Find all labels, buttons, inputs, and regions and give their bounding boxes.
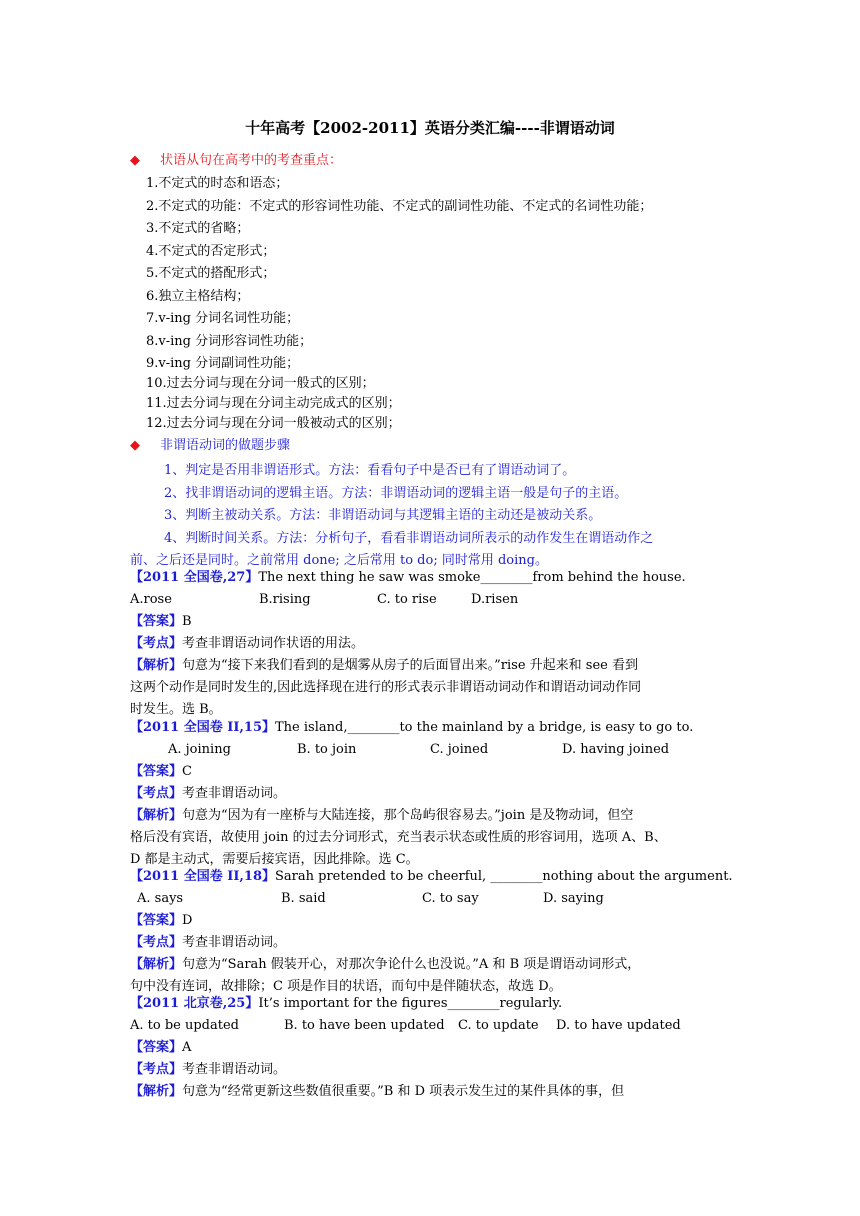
option: D. having joined [562, 742, 670, 757]
point-label: 【考点】 [130, 786, 183, 801]
list-item: 7.v-ing 分词名词性功能； [146, 311, 300, 326]
analysis-label: 【解析】 [130, 808, 183, 823]
question-options [137, 889, 737, 909]
option: D.risen [471, 592, 519, 607]
answer-label: 【答案】 [130, 614, 183, 629]
option: A. to be updated [130, 1018, 239, 1033]
point-text: 考查非谓语动词。 [182, 935, 287, 950]
question-stem [130, 568, 686, 588]
section1-heading-text: 状语从句在高考中的考查重点： [160, 153, 343, 168]
question-source: 【2011 全国卷 II,15】 [130, 720, 276, 735]
answer-line [130, 612, 192, 632]
step-item: 2、找非谓语动词的逻辑主语。方法：非谓语动词的逻辑主语一般是句子的主语。 [164, 486, 628, 501]
answer-value: C [182, 764, 192, 779]
question-source: 【2011 全国卷 II,18】 [130, 869, 276, 884]
option: C. to say [422, 891, 479, 906]
analysis-line: 句中没有连词，故排除；C 项是作目的状语，而句中是伴随状态，故选 D。 [130, 979, 562, 994]
option: A. says [137, 891, 184, 906]
question-stem [130, 994, 562, 1014]
list-item: 1.不定式的时态和语态； [146, 176, 289, 191]
question-source: 【2011 北京卷,25】 [130, 996, 259, 1011]
step-item: 1、判定是否用非谓语形式。方法：看看句子中是否已有了谓语动词了。 [164, 463, 576, 478]
point-text: 考查非谓语动词。 [182, 1062, 287, 1077]
option: D. saying [543, 891, 604, 906]
point-label: 【考点】 [130, 935, 183, 950]
point-line [130, 784, 286, 804]
list-item: 9.v-ing 分词副词性功能； [146, 356, 300, 371]
answer-label: 【答案】 [130, 913, 183, 928]
analysis-line [130, 656, 638, 676]
question-text: The island,________to the mainland by a bridge, is easy to go to. [275, 720, 694, 735]
option: B. said [281, 891, 326, 906]
list-item: 2.不定式的功能：不定式的形容词性功能、不定式的副词性功能、不定式的名词性功能； [146, 199, 653, 214]
section2-heading [130, 436, 290, 456]
answer-value: B [182, 614, 192, 629]
question-stem [130, 867, 733, 887]
option: C. to update [458, 1018, 539, 1033]
option: A.rose [130, 592, 172, 607]
analysis-label: 【解析】 [130, 957, 183, 972]
analysis-text: 句意为“因为有一座桥与大陆连接，那个岛屿很容易去。”join 是及物动词，但空 [182, 808, 634, 823]
option: B. to join [297, 742, 357, 757]
list-item: 3.不定式的省略； [146, 221, 250, 236]
list-item: 12.过去分词与现在分词一般被动式的区别； [146, 416, 401, 431]
analysis-text: 句意为“Sarah 假装开心，对那次争论什么也没说。”A 和 B 项是谓语动词形式， [182, 957, 641, 972]
analysis-line [130, 955, 640, 975]
list-item: 11.过去分词与现在分词主动完成式的区别； [146, 396, 401, 411]
point-label: 【考点】 [130, 1062, 183, 1077]
analysis-line: 这两个动作是同时发生的,因此选择现在进行的形式表示非谓语动词动作和谓语动词动作同 [130, 680, 642, 695]
question-text: The next thing he saw was smoke________from behind the house. [258, 570, 686, 585]
analysis-label: 【解析】 [130, 658, 183, 673]
section1-heading [130, 151, 342, 171]
analysis-line: D 都是主动式，需要后接宾语，因此排除。选 C。 [130, 852, 419, 867]
point-line [130, 634, 364, 654]
step-item: 3、判断主被动关系。方法：非谓语动词与其逻辑主语的主动还是被动关系。 [164, 508, 602, 523]
question-options [130, 590, 730, 610]
list-item: 6.独立主格结构； [146, 289, 250, 304]
answer-line [130, 1038, 191, 1058]
list-item: 4.不定式的否定形式； [146, 244, 276, 259]
answer-label: 【答案】 [130, 764, 183, 779]
point-line [130, 1060, 286, 1080]
analysis-line: 时发生。选 B。 [130, 702, 222, 717]
option: C. joined [430, 742, 489, 757]
step-item: 4、判断时间关系。方法：分析句子，看看非谓语动词所表示的动作发生在谓语动作之 [164, 531, 654, 546]
analysis-text: 句意为“经常更新这些数值很重要。”B 和 D 项表示发生过的某件具体的事，但 [182, 1084, 625, 1099]
question-text: Sarah pretended to be cheerful, ________nothing about the argument. [275, 869, 733, 884]
point-text: 考查非谓语动词作状语的用法。 [182, 636, 365, 651]
page-title: 十年高考【2002-2011】英语分类汇编----非谓语动词 [245, 119, 615, 137]
point-label: 【考点】 [130, 636, 183, 651]
question-options [168, 740, 728, 760]
option: A. joining [168, 742, 231, 757]
answer-value: D [182, 913, 193, 928]
answer-label: 【答案】 [130, 1040, 183, 1055]
diamond-bullet-icon: ◆ [130, 438, 140, 453]
question-stem [130, 718, 693, 738]
option: D. to have updated [556, 1018, 681, 1033]
analysis-line [130, 806, 633, 826]
question-source: 【2011 全国卷,27】 [130, 570, 259, 585]
analysis-line: 格后没有宾语，故使用 join 的过去分词形式，充当表示状态或性质的形容词用，选项 A、B、 [130, 830, 667, 845]
question-options [130, 1016, 730, 1036]
point-text: 考查非谓语动词。 [182, 786, 287, 801]
answer-value: A [182, 1040, 192, 1055]
analysis-line [130, 1082, 624, 1102]
list-item: 5.不定式的搭配形式； [146, 266, 276, 281]
answer-line [130, 762, 192, 782]
question-text: It’s important for the figures________regularly. [258, 996, 563, 1011]
answer-line [130, 911, 192, 931]
list-item: 8.v-ing 分词形容词性功能； [146, 334, 313, 349]
step-item-continued: 前、之后还是同时。之前常用 done; 之后常用 to do; 同时常用 doing。 [130, 553, 548, 568]
point-line [130, 933, 286, 953]
option: B.rising [259, 592, 311, 607]
diamond-bullet-icon: ◆ [130, 153, 140, 168]
analysis-text: 句意为“接下来我们看到的是烟雾从房子的后面冒出来。”rise 升起来和 see 看到 [182, 658, 638, 673]
section2-heading-text: 非谓语动词的做题步骤 [160, 438, 291, 453]
analysis-label: 【解析】 [130, 1084, 183, 1099]
list-item: 10.过去分词与现在分词一般式的区别； [146, 376, 375, 391]
option: C. to rise [377, 592, 437, 607]
option: B. to have been updated [284, 1018, 445, 1033]
